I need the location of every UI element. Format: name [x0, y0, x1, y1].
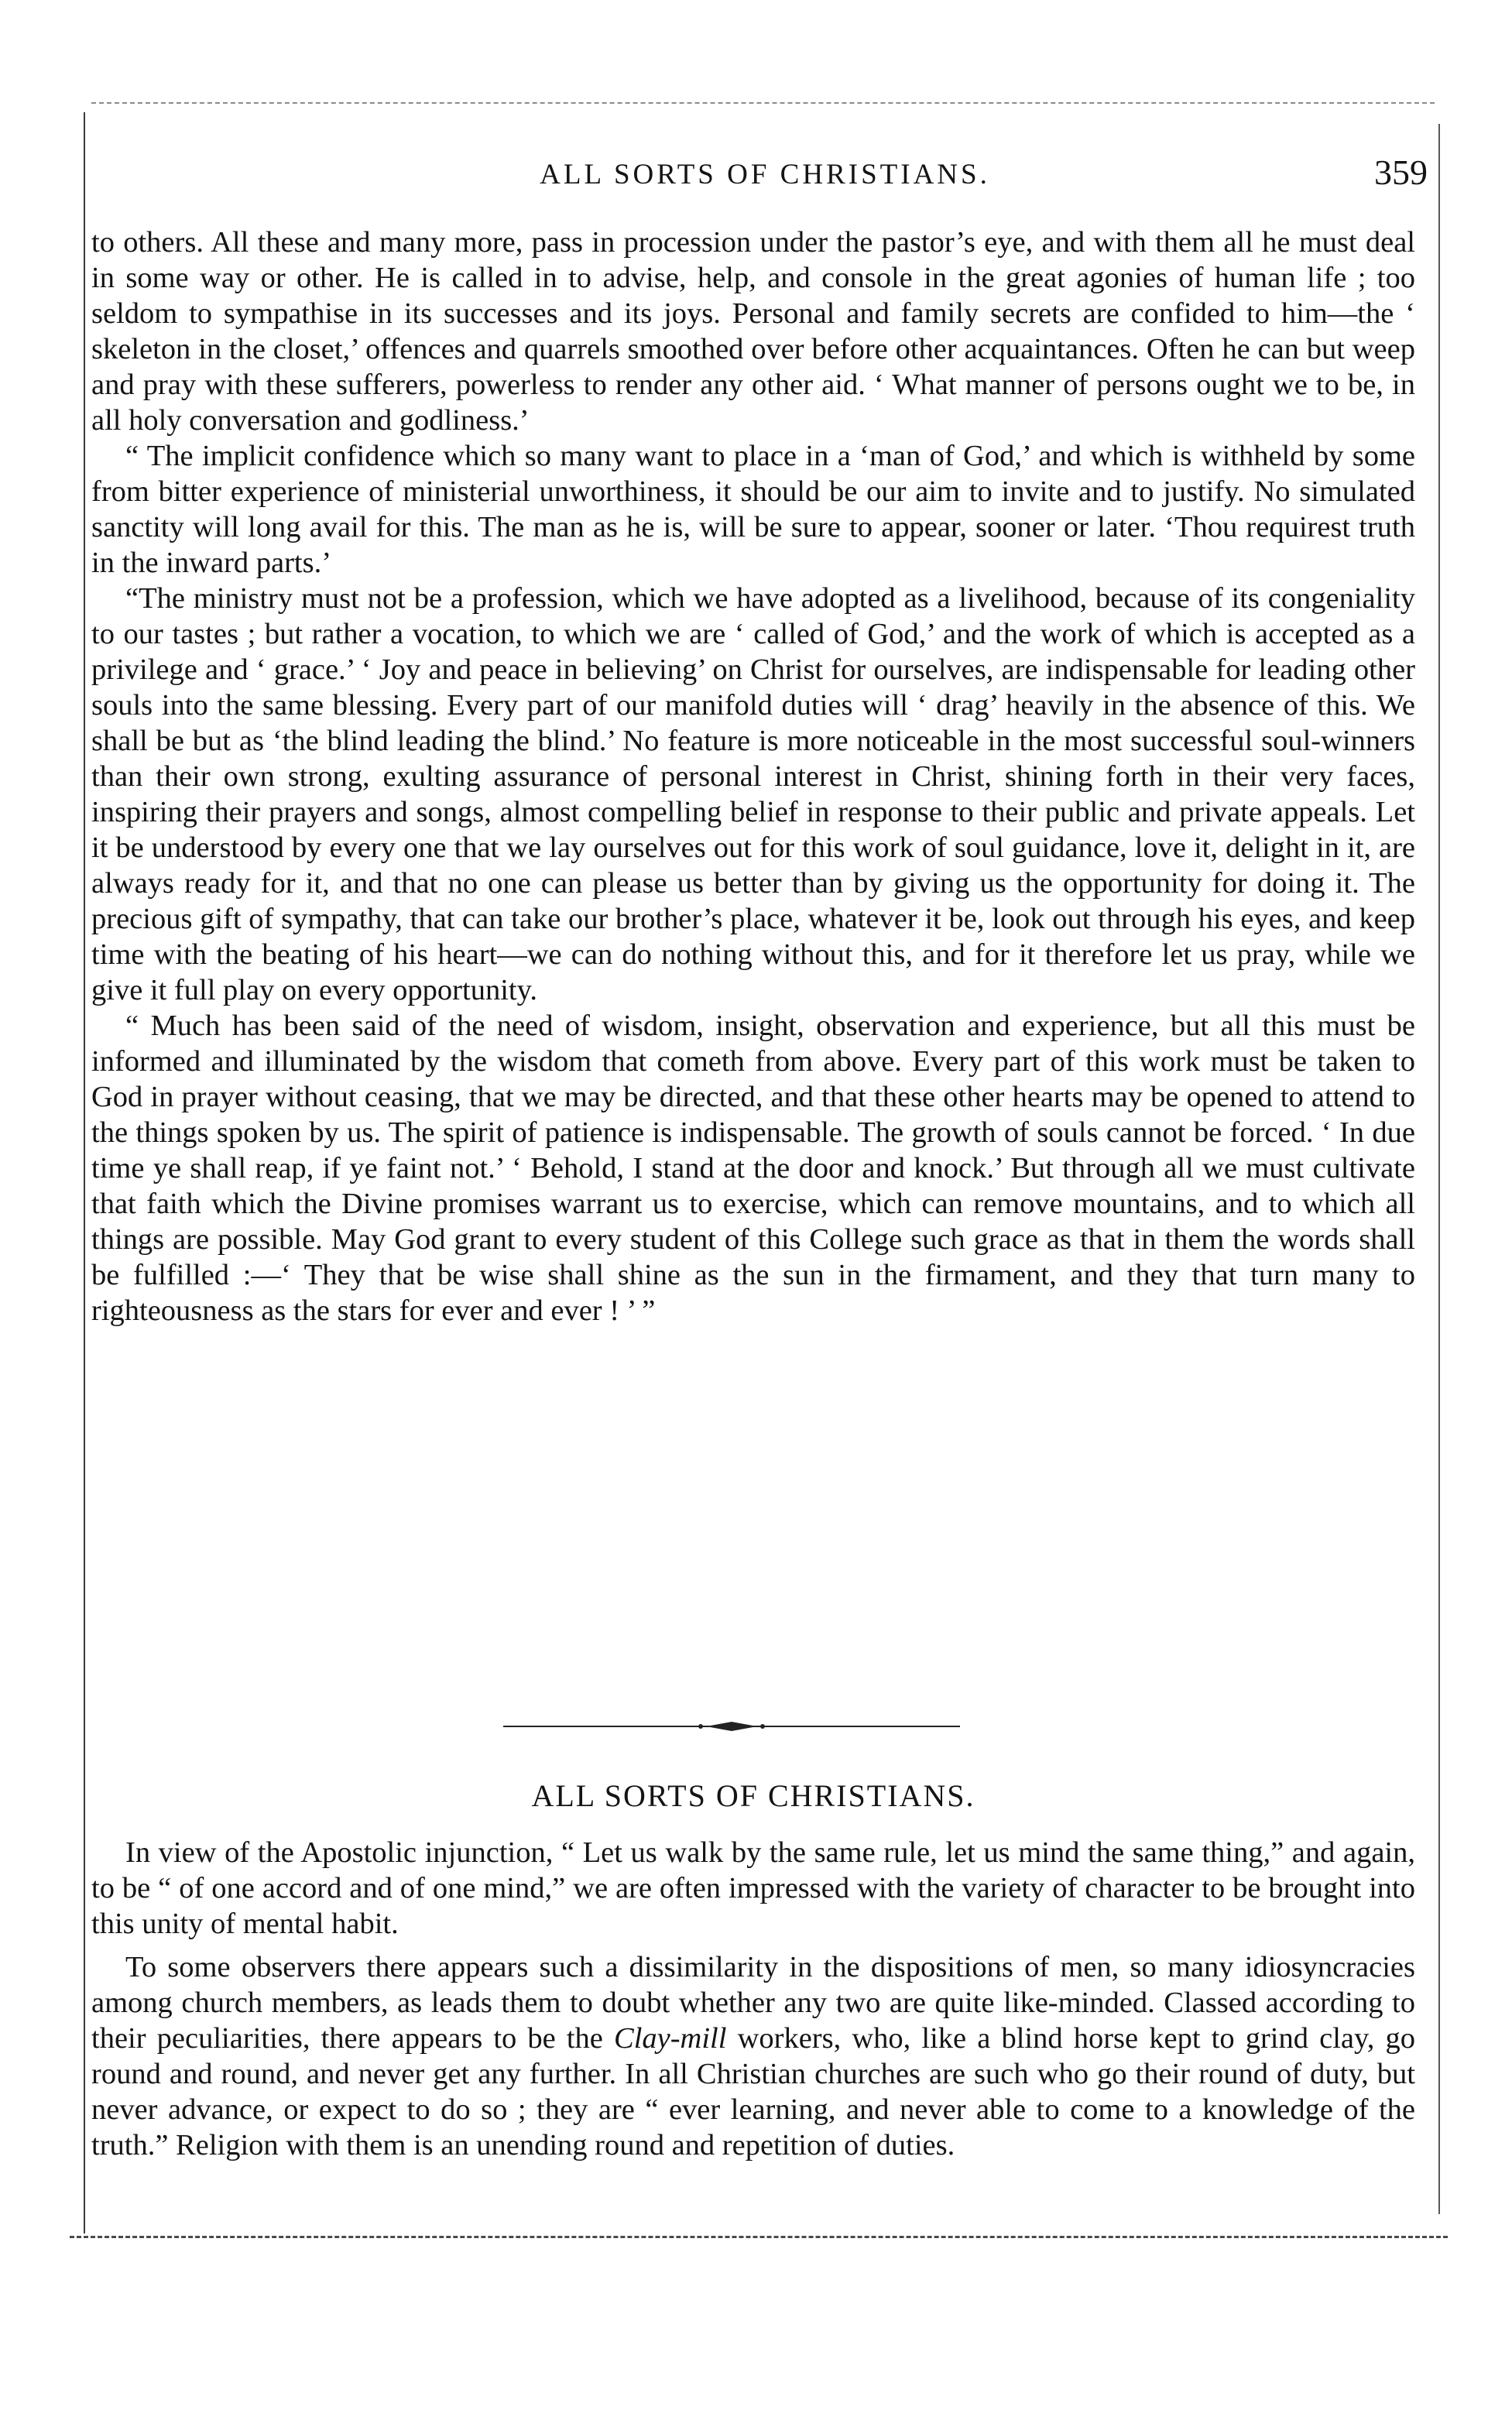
- italic-term: Clay-mill: [614, 2022, 727, 2055]
- paragraph: [91, 1949, 1415, 2163]
- page-number: 359: [1374, 153, 1428, 192]
- article-text: [91, 1835, 1415, 2171]
- section-divider-ornament: [503, 1720, 960, 1733]
- paragraph: to others. All these and many more, pass in procession under the pastor’s eye, and with them all he must deal in some way or other. He is called in to advise, help, and console in the great agonies of human life ; too seldom to sympathise in its successes and its joys. Personal and family secrets are confided to him—the ‘ skeleton in the closet,’ offences and quarrels smoothed over before other acquaintances. Often he can but weep and pray with these sufferers, powerless to render any other aid. ‘ What manner of persons ought we to be, in all holy conversation and godliness.’: [91, 226, 1415, 437]
- left-border-rule: [84, 112, 85, 2233]
- paragraph: “ The implicit confidence which so many want to place in a ‘man of God,’ and which is withheld by some from bitter experience of ministerial unworthiness, it should be our aim to invite and to justify. No simulated sanctity will long avail for this. The man as he is, will be sure to appear, sooner or later. ‘Thou requirest truth in the inward parts.’: [91, 440, 1415, 579]
- text-span: To some observers there appears such a dissimilarity in the dispositions of men, so many idiosyncracies among church members, as leads them to doubt whether any two are quite like-minded. Classed according to their peculiarities, there appears to be the: [91, 1951, 1415, 2055]
- previous-article-text: [91, 225, 1415, 1328]
- paragraph: In view of the Apostolic injunction, “ Let us walk by the same rule, let us mind the same thing,” and again, to be “ of one accord and of one mind,” we are often impressed with the variety of character to be brought into this unity of mental habit.: [91, 1836, 1415, 1940]
- article-title: ALL SORTS OF CHRISTIANS.: [531, 1778, 975, 1813]
- bottom-border-rule: [70, 2236, 1448, 2238]
- page-header: [91, 152, 1438, 198]
- paragraph: “The ministry must not be a profession, which we have adopted as a livelihood, because of its congeniality to our tastes ; but rather a vocation, to which we are ‘ called of God,’ and the work of which is accepted as a privilege and ‘ grace.’ ‘ Joy and peace in believing’ on Christ for ourselves, are indispensable for leading other souls into the same blessing. Every part of our manifold duties will ‘ drag’ heavily in the absence of this. We shall be but as ‘the blind leading the blind.’ No feature is more noticeable in the most successful soul-winners than their own strong, exulting assurance of personal interest in Christ, shining forth in their very faces, inspiring their prayers and songs, almost compelling belief in response to their public and private appeals. Let it be understood by every one that we lay ourselves out for this work of soul guidance, love it, delight in it, are always ready for it, and that no one can please us better than by giving us the opportunity for doing it. The precious gift of sympathy, that can take our brother’s place, whatever it be, look out through his eyes, and keep time with the beating of his heart—we can do nothing without this, and for it therefore let us pray, while we give it full play on every opportunity.: [91, 582, 1415, 1006]
- top-border-rule: [91, 102, 1435, 104]
- running-head: ALL SORTS OF CHRISTIANS.: [540, 159, 990, 190]
- paragraph: “ Much has been said of the need of wisdom, insight, observation and experience, but all this must be informed and illuminated by the wisdom that cometh from above. Every part of this work must be taken to God in prayer without ceasing, that we may be directed, and that these other hearts may be opened to attend to the things spoken by us. The spirit of patience is indispensable. The growth of souls cannot be forced. ‘ In due time ye shall reap, if ye faint not.’ ‘ Behold, I stand at the door and knock.’ But through all we must cultivate that faith which the Divine promises warrant us to exercise, which can remove mountains, and to which all things are possible. May God grant to every student of this College such grace as that in them the words shall be fulfilled :—‘ They that be wise shall shine as the sun in the firmament, and they that turn many to righteousness as the stars for ever and ever ! ’ ”: [91, 1010, 1415, 1327]
- text-span: workers, who, like a blind horse kept to grind clay, go round and round, and never get any further. In all Christian churches are such who go their round of duty, but never advance, or expect to do so ; they are “ ever learning, and never able to come to a knowledge of the truth.” Religion with them is an unending round and repetition of duties.: [91, 2022, 1415, 2161]
- right-border-rule: [1438, 124, 1440, 2214]
